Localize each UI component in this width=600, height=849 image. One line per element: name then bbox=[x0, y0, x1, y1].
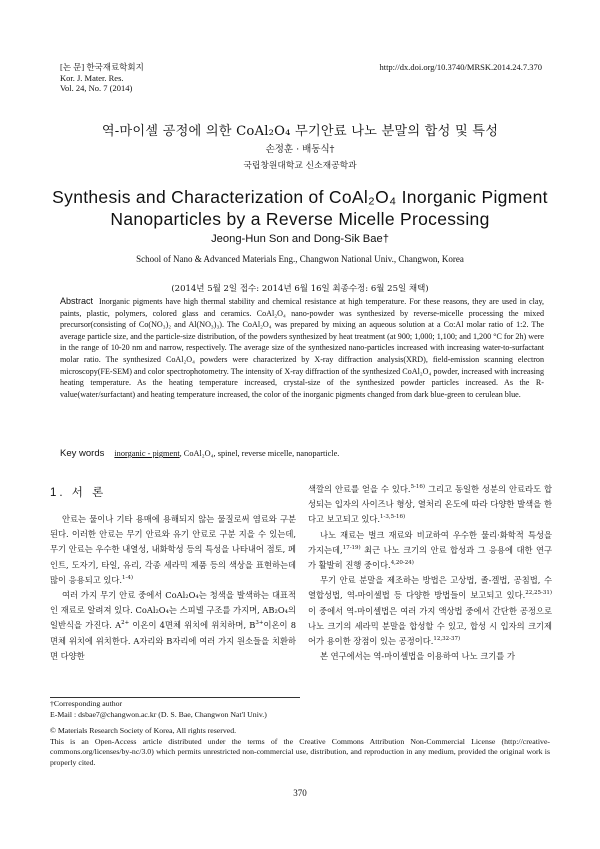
intro-paragraph-6: 본 연구에서는 역-마이셀법을 이용하여 나노 크기를 가 bbox=[320, 651, 515, 662]
section-heading-introduction: 1. 서 론 bbox=[50, 487, 107, 499]
title-korean: 역-마이셀 공정에 의한 CoAl₂O₄ 무기안료 나노 분말의 합성 및 특성 bbox=[101, 124, 499, 139]
intro-paragraph-4: 나노 재료는 벌크 재료와 비교하여 우수한 물리·화학적 특성을 가지는데,$^{17-19)}$ 최근 나노 크기의 안료 합성과 그 응용에 대한 연구가 활발히 진행 중이다.$^{4,20-24)}$ bbox=[308, 529, 552, 571]
intro-paragraph-5: 무기 안료 분말을 제조하는 방법은 고상법, 졸-겔법, 공침법, 수열합성법, 역-마이셀법 등 다양한 방법들이 보고되고 있다.$^{22,25-31)}$ 이 중에서 역-마이셀법은 여러 가지 액상법 중에서 간단한 공정으로 나노 크기의 세라믹 분말을 합성할 수 있고, 합성 시 입자의 크기제어가 용이한 장점이 있는 공정이다.$^{12,32-37)}$ bbox=[308, 575, 552, 647]
page-number: 370 bbox=[293, 788, 307, 798]
authors-english: Jeong-Hun Son and Dong-Sik Bae† bbox=[211, 233, 389, 245]
affiliation-korean: 국립창원대학교 신소재공학과 bbox=[243, 161, 357, 171]
journal-name-ko: [논 문] 한국재료학회지 bbox=[60, 62, 144, 72]
intro-paragraph-2: 여러 가지 무기 안료 중에서 CoAl₂O₄는 청색을 발색하는 대표적인 재료로 알려져 있다. CoAl₂O₄는 스피넬 구조를 가지며, AB₂O₄의 일반식을 가진다. $A^{2+}$ 이온이 4면체 위치에 위치하며, $B^{3+}$이온이 8면체 위치에 위치한다. A자리와 B자리에 여러 가지 원소들을 치환하면 다양한 bbox=[50, 590, 296, 661]
keywords bbox=[60, 448, 544, 459]
left-column bbox=[50, 512, 296, 664]
copyright-notice: © Materials Research Society of Korea, All rights reserved. bbox=[50, 726, 237, 736]
abstract-label: Abstract bbox=[60, 296, 94, 306]
abstract-text: Inorganic pigments have high thermal stability and chemical resistance at high temperature. For these reasons, they are used in clay, paints, plastic, polymers, colored glass and ceramics. CoAl₂O₄ nano-powder was synthesized by reverse-micelle processing the mixed precursor(consisting of Co(NO₃)₂ and Al(NO₃)₃). The CoAl₂O₄ was prepared by mixing an aqueous solution at a Co:Al molar ratio of 1:2. The average particle size, and the particle-size distribution, of the powders synthesized by heat treatment (at 900; 1,000; 1,100; and 1,200 °C for 2h) were in the range of 10-20 nm and narrow, respectively. The average size of the synthesized nano-particles increased with increasing water-to-surfactant molar ratio. The synthesized CoAl₂O₄ powders were characterized by X-ray diffraction analysis(XRD), field-emission scanning electron microscopy(FE-SEM) and color spectrophotometry. The intensity of X-ray diffraction of the synthesized CoAl₂O₄ powder, increased with increasing heating temperature. As the heating temperature increased, crystal-size of the synthesized powder particles increased. As the R-value(water/surfactant) and heating temperature increased, the color of the inorganic pigments changed from dark blue-green to cerulean blue. bbox=[60, 297, 544, 399]
keyword-inorganic-pigment: inorganic - pigment bbox=[114, 449, 180, 458]
received-dates: (2014년 5월 2일 접수: 2014년 6월 16일 최종수정: 6월 25일 채택) bbox=[171, 284, 429, 294]
title-english-line2: Nanoparticles by a Reverse Micelle Processing bbox=[110, 209, 490, 229]
corresponding-author: †Corresponding author bbox=[50, 699, 123, 708]
license-notice: This is an Open-Access article distributed under the terms of the Creative Commons Attribution Non-Commercial License (http://creative-commons.org/licenses/by-nc/3.0) which permits unrestricted non-commercial use, distribution, and reproduction in any medium, provided the original work is properly cited. bbox=[50, 736, 550, 767]
journal-header bbox=[60, 62, 144, 94]
title-english-line1: Synthesis and Characterization of CoAl₂O₄ Inorganic Pigment bbox=[52, 187, 548, 207]
abstract bbox=[60, 296, 544, 400]
affiliation-english: School of Nano & Advanced Materials Eng., Changwon National Univ., Changwon, Korea bbox=[136, 254, 464, 264]
intro-paragraph-3: 색깔의 안료를 얻을 수 있다.$^{5-16)}$ 그리고 동일한 성분의 안료라도 합성되는 입자의 사이즈나 형상, 열처리 온도에 따라 다양한 발색을 한다고 보고되고 있다.$^{1-3,5-16)}$ bbox=[308, 484, 552, 525]
footnote-divider bbox=[50, 697, 300, 698]
authors-korean: 손정훈 · 배동식† bbox=[265, 144, 335, 155]
intro-paragraph-1: 안료는 물이나 기타 용매에 용해되지 않는 물질로써 염료와 구분된다. 이러한 안료는 무기 안료와 유기 안료로 구분 지을 수 있는데, 무기 안료는 우수한 내열성, 내화학성 등의 특성을 나타내어 점토, 페인트, 도자기, 타일, 유리, 각종 세라믹 제품 등의 색상을 표현하는데 많이 응용되고 있다.$^{1-4)}$ bbox=[50, 514, 296, 585]
keywords-label: Key words bbox=[60, 448, 105, 459]
footnotes bbox=[50, 699, 550, 769]
author-email: E-Mail : dsbae7@changwon.ac.kr (D. S. Bae, Changwon Nat'l Univ.) bbox=[50, 709, 267, 719]
right-column bbox=[308, 482, 552, 664]
title-english bbox=[30, 186, 570, 230]
journal-volume: Vol. 24, No. 7 (2014) bbox=[60, 83, 133, 93]
journal-name-en: Kor. J. Mater. Res. bbox=[60, 72, 124, 83]
doi-link[interactable]: http://dx.doi.org/10.3740/MRSK.2014.24.7.370 bbox=[379, 62, 542, 72]
keywords-rest: , CoAl₂O₄, spinel, reverse micelle, nanoparticle. bbox=[179, 449, 340, 458]
